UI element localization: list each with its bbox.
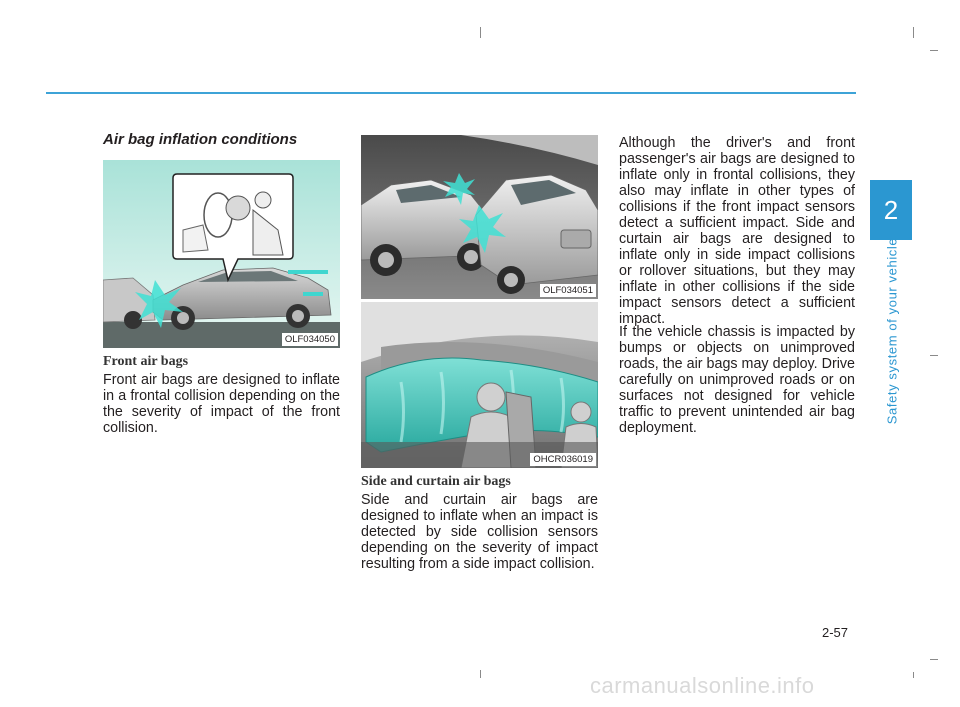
crop-mark: [913, 672, 914, 678]
chapter-number-tab: [870, 180, 912, 240]
front-collision-image: [103, 160, 340, 348]
header-rule: [46, 92, 856, 94]
side-curtain-airbags-subheading: Side and curtain air bags: [361, 474, 511, 489]
chapter-title: Safety system of your vehicle: [884, 237, 900, 425]
side-curtain-airbags-text: Side and curtain air bags are designed to inflate when an impact is detected by side collision sensors depending on the severity of impact resulting from a side impact collision.: [361, 492, 598, 572]
image-code: OHCR036019: [530, 453, 596, 466]
front-airbag-illustration: [103, 160, 340, 348]
crop-mark: [930, 355, 938, 356]
section-heading: Air bag inflation conditions: [103, 131, 298, 148]
watermark: carmanualsonline.info: [590, 673, 815, 698]
crop-mark: [913, 27, 914, 38]
image-code: OLF034051: [540, 284, 596, 297]
chassis-impact-paragraph: If the vehicle chassis is impacted by bumps or objects on unimproved roads, the air bags may deploy. Drive carefully on unimproved roads or on surfaces not designed for vehicle traffic to prevent unintended air bag deployment.: [619, 324, 855, 436]
side-collision-image: [361, 135, 598, 299]
page-number: 2-57: [822, 625, 849, 640]
curtain-airbag-illustration: [361, 302, 598, 468]
front-airbags-subheading: Front air bags: [103, 354, 189, 369]
side-collision-illustration: [361, 135, 598, 299]
image-code: OLF034050: [282, 333, 338, 346]
inflation-conditions-paragraph: Although the driver's and front passenger's air bags are designed to inflate only in frontal collisions, they also may inflate in other types of collisions if the front impact sensors detect a sufficient impact. Side and curtain air bags are designed to inflate only in side impact collisions or rollover situations, but they may inflate in other collisions if the side impact sensors detect a sufficient impact.: [619, 135, 855, 327]
crop-mark: [930, 659, 938, 660]
crop-mark: [480, 670, 481, 678]
chapter-number: 2: [883, 194, 899, 225]
crop-mark: [930, 50, 938, 51]
curtain-airbag-image: [361, 302, 598, 468]
chapter-title-vertical: [882, 237, 902, 425]
crop-mark: [480, 27, 481, 38]
front-airbags-text: Front air bags are designed to inflate in a frontal collision depending on the the severity of impact of the front collision.: [103, 372, 340, 436]
